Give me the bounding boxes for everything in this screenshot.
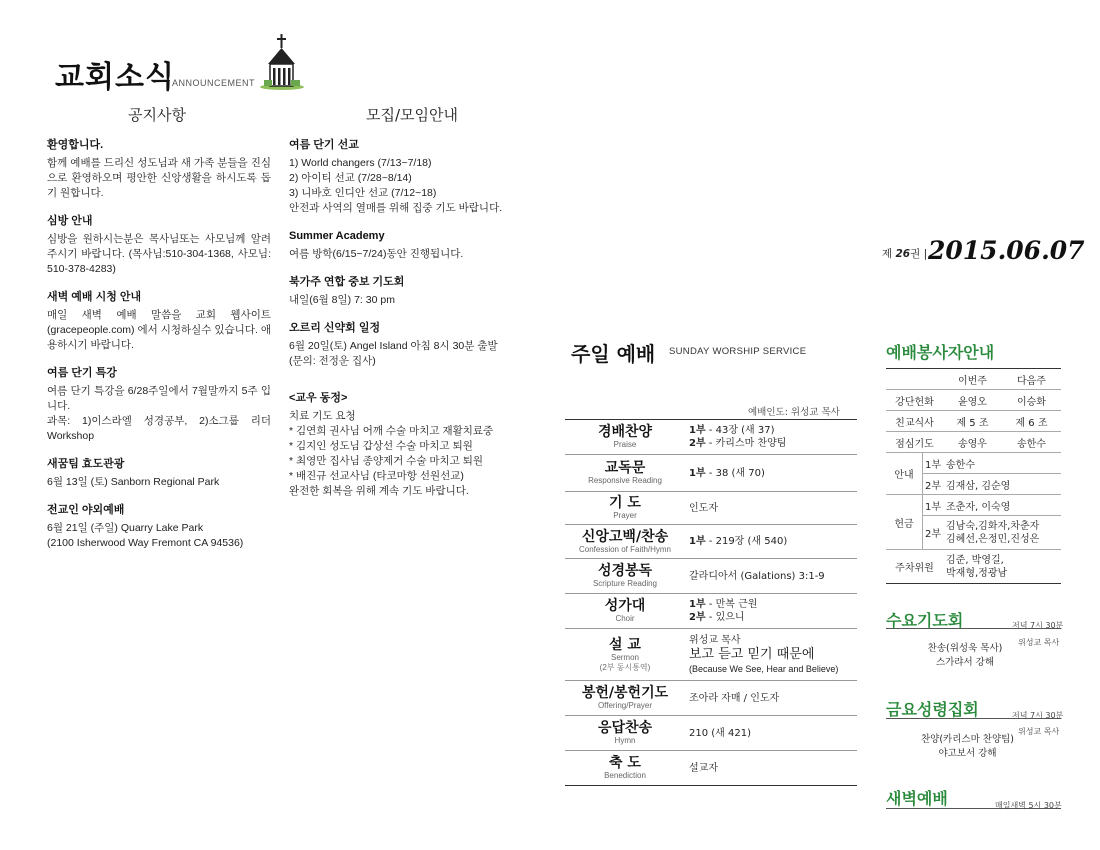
worship-item-detail — [685, 525, 857, 559]
item-en: Responsive Reading — [588, 476, 662, 485]
worship-item-name — [565, 420, 685, 455]
worship-subtitle: SUNDAY WORSHIP SERVICE — [669, 346, 807, 357]
server-role: 안내 — [886, 453, 923, 495]
sermon-title: 보고 듣고 믿기 때문에 — [689, 646, 815, 662]
fri-title: 금요성령집회 — [886, 700, 979, 719]
page-subtitle: ANNOUNCEMENT — [172, 78, 256, 88]
worship-item-name — [565, 525, 685, 559]
preacher: 위성교 목사 — [689, 634, 741, 646]
server-role: 주차위원 — [886, 550, 943, 584]
notice-title: 환영합니다. — [47, 139, 104, 151]
recruit-line: 6월 20일(토) Angel Island 아침 8시 30분 출발 — [289, 340, 498, 352]
servers-header-row — [886, 369, 1061, 390]
recruit-line: * 김연희 권사님 어깨 수술 마치고 재활치료중 — [289, 425, 494, 437]
server-names: 조춘자, 이숙영 — [943, 495, 1061, 516]
wed-title: 수요기도회 — [886, 611, 964, 630]
part-label: 1부 — [689, 467, 706, 479]
server-role: 친교식사 — [886, 411, 943, 432]
notices-column — [47, 138, 271, 564]
worship-row — [565, 681, 857, 716]
recruit-line: (문의: 전정운 집사) — [289, 355, 376, 367]
notice-body: 함께 예배를 드리신 성도님과 새 가족 분들을 진심으로 환영하오며 평안한 신앙생활을 하시도록 돕기 원합니다. — [47, 157, 271, 199]
servers-row — [886, 432, 1061, 453]
item-en: Choir — [615, 614, 635, 623]
part-label: 1부 — [689, 425, 706, 436]
part-label: 1부 — [689, 599, 706, 610]
item-ko: 신앙고백/찬송 — [581, 528, 669, 545]
part-label: 1부 — [689, 536, 706, 547]
notice-item — [47, 366, 271, 444]
worship-row — [565, 559, 857, 594]
servers-title: 예배봉사자안내 — [886, 343, 995, 362]
worship-row — [565, 629, 857, 681]
servers-row — [886, 411, 1061, 432]
worship-item-name — [565, 455, 685, 492]
servers-header-cell: 이번주 — [943, 369, 1002, 390]
item-en: Praise — [613, 440, 637, 449]
worship-item-name — [565, 559, 685, 594]
part-detail: - 만복 근원 — [705, 599, 758, 610]
server-next-week: 송한수 — [1002, 432, 1061, 453]
worship-item-name — [565, 492, 685, 525]
server-role: 강단헌화 — [886, 390, 943, 411]
server-names-line: 김혜선,은정민,진성은 — [946, 533, 1040, 545]
worship-item-name — [565, 594, 685, 629]
servers-table — [886, 368, 1061, 584]
recruit-line: 여름 방학(6/15~7/24)동안 진행됩니다. — [289, 248, 464, 260]
server-part: 1부 — [923, 495, 944, 516]
server-names-line: 김준, 박영길, — [946, 554, 1004, 566]
recruit-line: * 최영만 집사님 종양제거 수술 마치고 퇴원 — [289, 455, 484, 467]
server-this-week: 제 5 조 — [943, 411, 1002, 432]
recruit-title: Summer Academy — [289, 230, 385, 242]
worship-item-name — [565, 681, 685, 716]
worship-item-detail — [685, 420, 857, 455]
recruit-line: 3) 니바호 인디안 선교 (7/12~18) — [289, 187, 437, 199]
part-detail: - 38 (새 70) — [705, 467, 765, 479]
server-part: 1부 — [923, 453, 944, 474]
recruit-item — [289, 321, 549, 369]
worship-item-detail — [685, 594, 857, 629]
fri-line: 찬양(카리스마 찬양팀) — [920, 734, 1015, 745]
worship-row — [565, 716, 857, 751]
worship-item-detail: 210 (새 421) — [685, 716, 857, 751]
recruit-line: 완전한 회복을 위해 계속 기도 바랍니다. — [289, 485, 469, 497]
recruit-title: 여름 단기 선교 — [289, 139, 359, 151]
recruit-column — [289, 138, 549, 512]
servers-row — [886, 390, 1061, 411]
servers-row — [886, 550, 1061, 584]
worship-item-detail: 조아라 자매 / 인도자 — [685, 681, 857, 716]
server-part: 2부 — [923, 474, 944, 495]
notice-body: 6월 13일 (토) Sanborn Regional Park — [47, 476, 220, 488]
item-en: Benediction — [604, 771, 646, 780]
worship-item-detail: 설교자 — [685, 751, 857, 786]
recruit-title: 북가주 연합 중보 기도회 — [289, 276, 405, 288]
worship-row — [565, 751, 857, 786]
fri-program — [910, 733, 1025, 761]
part-detail: - 43장 (새 37) — [705, 425, 775, 436]
notice-title: 새벽 예배 시청 안내 — [47, 291, 142, 303]
page-title: 교회소식 — [55, 60, 175, 95]
notice-body: 심방을 원하시는분은 목사님또는 사모님께 알려 주시기 바랍니다. (목사님:510-304-1368, 사모님: 510-378-4283) — [47, 233, 271, 275]
server-names — [943, 516, 1061, 550]
servers-row — [886, 495, 1061, 516]
worship-row — [565, 455, 857, 492]
server-names-line: 박재형,정광남 — [946, 567, 1008, 579]
item-en: Prayer — [613, 511, 637, 520]
dawn-time: 매일새벽 5시 30분 — [995, 801, 1062, 810]
fri-time: 저녁 7시 30분 — [1012, 711, 1064, 720]
part-detail: - 있으니 — [705, 612, 745, 623]
item-en: Sermon — [610, 652, 639, 662]
recruit-item — [289, 138, 549, 216]
notice-title: 여름 단기 특강 — [47, 367, 117, 379]
recruit-line: * 김지인 성도님 갑상선 수술 마치고 퇴원 — [289, 440, 473, 452]
worship-row — [565, 594, 857, 629]
worship-item-name — [565, 629, 685, 681]
notice-item — [47, 138, 271, 201]
wed-line: 스가랴서 강해 — [935, 657, 995, 668]
server-part: 2부 — [923, 516, 944, 550]
item-ko: 성경봉독 — [597, 563, 653, 579]
server-names: 김재삼, 김순영 — [943, 474, 1061, 495]
item-ko: 기 도 — [609, 495, 641, 511]
worship-order-table — [565, 419, 857, 786]
item-en-note: (2부 동시통역) — [599, 662, 651, 672]
recruit-line: 2) 아이티 선교 (7/28~8/14) — [289, 172, 412, 184]
notice-item — [47, 214, 271, 277]
worship-row — [565, 492, 857, 525]
wed-leader: 위성교 목사 — [1018, 638, 1060, 647]
item-ko: 설 교 — [609, 636, 641, 653]
server-role: 점심기도 — [886, 432, 943, 453]
notice-body: 매일 새벽 예배 말씀을 교회 웹사이트 (gracepeople.com) 에서 시청하실수 있습니다. 애용하시기 바랍니다. — [47, 309, 271, 351]
server-next-week: 제 6 조 — [1002, 411, 1061, 432]
server-this-week: 윤영오 — [943, 390, 1002, 411]
recruit-line: * 배진규 선교사님 (타코마항 선원선교) — [289, 470, 464, 482]
server-names — [943, 550, 1061, 584]
item-ko: 성가대 — [604, 598, 646, 614]
item-en: Scripture Reading — [592, 579, 658, 588]
recruit-item — [289, 275, 549, 308]
item-ko: 교독문 — [604, 460, 646, 476]
worship-row — [565, 525, 857, 559]
part-detail: - 카리스마 찬양팀 — [705, 438, 787, 449]
recruit-item — [289, 391, 549, 499]
volume-suffix: 권 | — [910, 248, 928, 260]
item-en: Offering/Prayer — [597, 701, 653, 710]
wed-line: 찬송(위성욱 목사) — [927, 643, 1003, 654]
wed-time: 저녁 7시 30분 — [1012, 621, 1064, 630]
recruit-heading: 모집/모임안내 — [366, 106, 458, 124]
volume-number: 26 — [895, 248, 911, 260]
notice-item — [47, 290, 271, 353]
worship-leader: 예배인도: 위성교 목사 — [748, 407, 840, 418]
item-ko: 축 도 — [609, 755, 641, 771]
worship-title: 주일 예배 — [571, 342, 656, 366]
recruit-line: 치료 기도 요청 — [289, 410, 356, 422]
server-names-line: 김남숙,김화자,차춘자 — [946, 520, 1040, 532]
notice-item — [47, 503, 271, 551]
worship-item-detail — [685, 455, 857, 492]
notice-item — [47, 457, 271, 490]
volume-prefix: 제 — [882, 248, 893, 260]
recruit-title: 오르리 신약회 일정 — [289, 322, 381, 334]
item-ko: 경배찬양 — [597, 424, 653, 440]
fri-line: 야고보서 강해 — [938, 748, 997, 759]
server-this-week: 송영우 — [943, 432, 1002, 453]
item-en: Confession of Faith/Hymn — [578, 544, 672, 554]
worship-row — [565, 420, 857, 455]
volume-label — [882, 246, 927, 261]
notice-title: 심방 안내 — [47, 215, 93, 227]
part-label: 2부 — [689, 438, 706, 449]
item-ko: 봉헌/봉헌기도 — [581, 685, 669, 701]
item-ko: 응답찬송 — [597, 720, 653, 736]
recruit-item — [289, 229, 549, 262]
servers-header-cell — [886, 369, 943, 390]
notice-body: 여름 단기 특강을 6/28주일에서 7월말까지 5주 입니다. 과목: 1)이스라엘 성경공부, 2)소그룹 리더 Workshop — [47, 385, 271, 442]
sermon-title-en: (Because We See, Hear and Believe) — [689, 663, 839, 674]
servers-row — [886, 453, 1061, 474]
notice-title: 새꿈팀 효도관광 — [47, 458, 125, 470]
notices-heading: 공지사항 — [128, 106, 186, 124]
worship-item-name — [565, 716, 685, 751]
recruit-title: <교우 동정> — [289, 392, 348, 404]
server-names: 송한수 — [943, 453, 1061, 474]
wed-program — [915, 642, 1015, 670]
notice-body: 6월 21일 (주일) Quarry Lake Park (2100 Isherwood Way Fremont CA 94536) — [47, 522, 244, 549]
recruit-line: 안전과 사역의 열매를 위해 집중 기도 바랍니다. — [289, 202, 503, 214]
servers-header-cell: 다음주 — [1002, 369, 1061, 390]
part-label: 2부 — [689, 612, 706, 623]
worship-item-detail: 갈라디아서 (Galations) 3:1-9 — [685, 559, 857, 594]
recruit-line: 내일(6월 8일) 7: 30 pm — [289, 294, 395, 306]
dawn-title: 새벽예배 — [886, 789, 948, 808]
worship-item-detail: 인도자 — [685, 492, 857, 525]
server-role: 헌금 — [886, 495, 923, 550]
notice-title: 전교인 야외예배 — [47, 504, 125, 516]
issue-date: 2015.06.07 — [928, 236, 1085, 265]
server-next-week: 이승화 — [1002, 390, 1061, 411]
worship-item-detail — [685, 629, 857, 681]
worship-item-name — [565, 751, 685, 786]
church-icon — [258, 34, 304, 90]
item-en: Hymn — [614, 736, 636, 745]
recruit-line: 1) World changers (7/13~7/18) — [289, 157, 432, 169]
part-detail: - 219장 (새 540) — [705, 536, 788, 547]
fri-leader: 위성교 목사 — [1018, 727, 1060, 736]
